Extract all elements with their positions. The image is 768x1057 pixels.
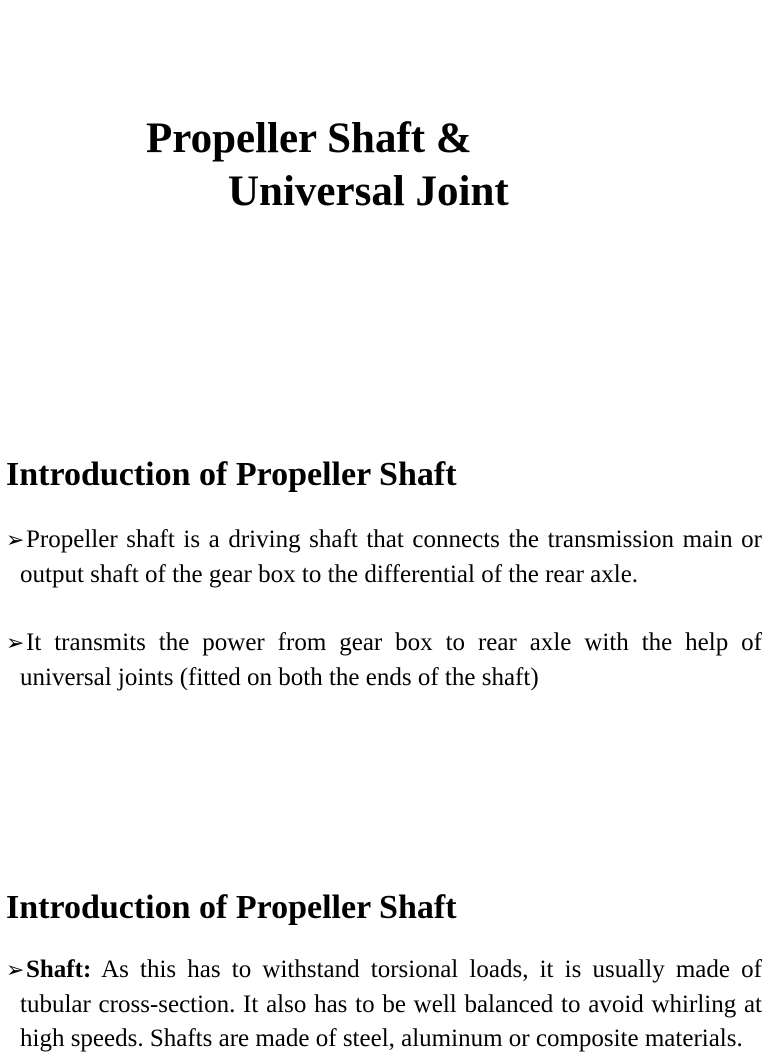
section-heading: Introduction of Propeller Shaft [6,889,457,926]
bullet-text: As this has to withstand torsional loads, it is usually made of tubular cross-section. It also has to be well balanced to avoid whirling at high speeds. Shafts are made of steel, aluminum or composite materials. [20,956,762,1052]
bullet-text: It transmits the power from gear box to rear axle with the help of universal joints (fitted on both the ends of the shaft) [20,629,762,691]
bullet-item [6,953,762,1057]
bullet-item [6,626,762,695]
section-heading: Introduction of Propeller Shaft [6,456,457,493]
bullet-label: Shaft: [26,956,92,983]
arrow-bullet-icon: ➢ [6,630,25,655]
arrow-bullet-icon: ➢ [6,957,25,982]
arrow-bullet-icon: ➢ [6,527,25,552]
slide-title-line-1: Propeller Shaft & [146,115,472,162]
bullet-text: Propeller shaft is a driving shaft that connects the transmission main or output shaft of the gear box to the differential of the rear axle. [20,526,762,588]
slide-title-line-2: Universal Joint [228,168,509,215]
bullet-item [6,523,762,592]
